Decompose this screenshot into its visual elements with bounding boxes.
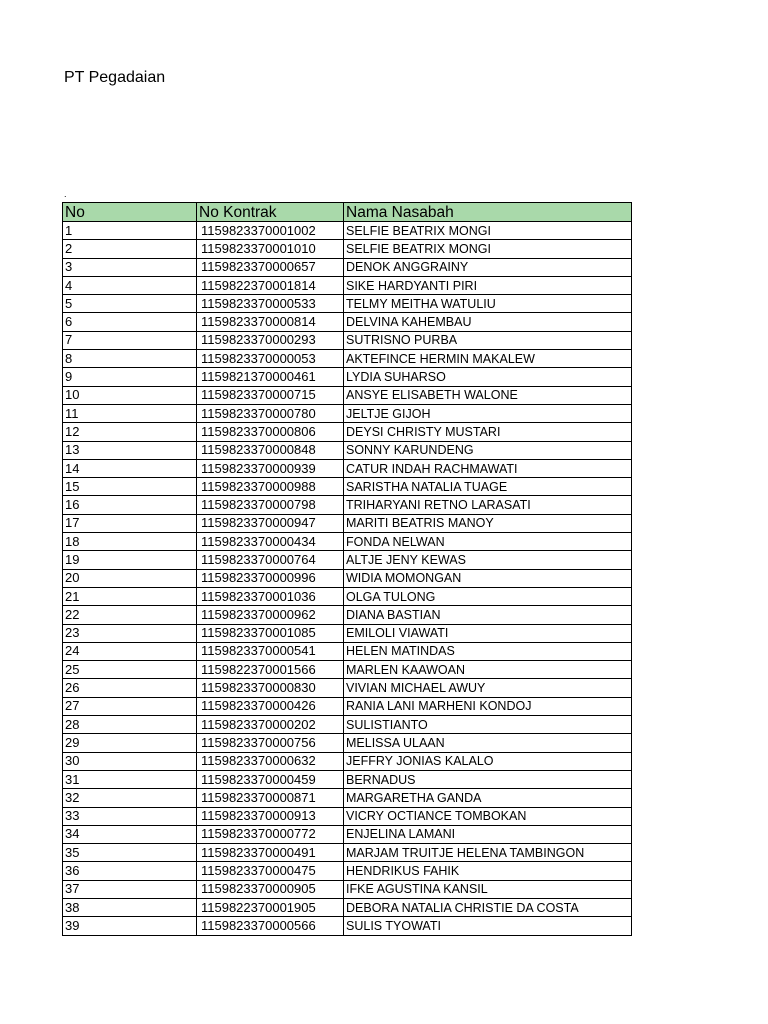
cell-nama-nasabah: JEFFRY JONIAS KALALO	[344, 752, 632, 770]
cell-no-kontrak: 1159823370000772	[197, 825, 344, 843]
cell-no: 18	[63, 533, 197, 551]
company-title: PT Pegadaian	[64, 69, 166, 86]
cell-no-kontrak: 1159823370000947	[197, 514, 344, 532]
table-row	[63, 386, 632, 404]
cell-no-kontrak: 1159823370000871	[197, 789, 344, 807]
table-row	[63, 862, 632, 880]
cell-nama-nasabah: LYDIA SUHARSO	[344, 368, 632, 386]
cell-nama-nasabah: DEYSI CHRISTY MUSTARI	[344, 423, 632, 441]
table-body	[63, 222, 632, 936]
cell-no: 5	[63, 295, 197, 313]
table-row	[63, 514, 632, 532]
cell-nama-nasabah: JELTJE GIJOH	[344, 404, 632, 422]
cell-nama-nasabah: MARJAM TRUITJE HELENA TAMBINGON	[344, 844, 632, 862]
table-row	[63, 459, 632, 477]
cell-nama-nasabah: DEBORA NATALIA CHRISTIE DA COSTA	[344, 898, 632, 916]
cell-no-kontrak: 1159823370000715	[197, 386, 344, 404]
cell-no: 28	[63, 716, 197, 734]
cell-no: 33	[63, 807, 197, 825]
cell-no-kontrak: 1159823370000053	[197, 350, 344, 368]
column-header-no-kontrak: No Kontrak	[197, 203, 344, 222]
cell-no-kontrak: 1159823370000202	[197, 716, 344, 734]
table-row	[63, 844, 632, 862]
cell-no-kontrak: 1159822370001905	[197, 898, 344, 916]
table-row	[63, 350, 632, 368]
table-row	[63, 551, 632, 569]
cell-no-kontrak: 1159823370000566	[197, 917, 344, 935]
cell-nama-nasabah: MARLEN KAAWOAN	[344, 661, 632, 679]
cell-nama-nasabah: HENDRIKUS FAHIK	[344, 862, 632, 880]
cell-nama-nasabah: SONNY KARUNDENG	[344, 441, 632, 459]
cell-no: 32	[63, 789, 197, 807]
column-header-no: No	[63, 203, 197, 222]
table-row	[63, 533, 632, 551]
cell-no: 24	[63, 642, 197, 660]
cell-no-kontrak: 1159823370000426	[197, 697, 344, 715]
cell-no-kontrak: 1159823370000962	[197, 606, 344, 624]
table-row	[63, 404, 632, 422]
cell-no-kontrak: 1159823370000632	[197, 752, 344, 770]
table-row	[63, 917, 632, 935]
cell-no: 25	[63, 661, 197, 679]
cell-nama-nasabah: VICRY OCTIANCE TOMBOKAN	[344, 807, 632, 825]
cell-no: 31	[63, 770, 197, 788]
cell-no-kontrak: 1159823370000913	[197, 807, 344, 825]
cell-no: 10	[63, 386, 197, 404]
cell-no-kontrak: 1159823370000756	[197, 734, 344, 752]
cell-no-kontrak: 1159823370000657	[197, 258, 344, 276]
table-row	[63, 276, 632, 294]
cell-no: 2	[63, 240, 197, 258]
cell-no-kontrak: 1159822370001814	[197, 276, 344, 294]
cell-nama-nasabah: ALTJE JENY KEWAS	[344, 551, 632, 569]
table-header	[63, 203, 632, 222]
cell-no-kontrak: 1159823370000798	[197, 496, 344, 514]
cell-no-kontrak: 1159823370000541	[197, 642, 344, 660]
cell-no: 16	[63, 496, 197, 514]
table-row	[63, 789, 632, 807]
cell-no: 22	[63, 606, 197, 624]
table-row	[63, 752, 632, 770]
cell-no: 4	[63, 276, 197, 294]
cell-nama-nasabah: CATUR INDAH RACHMAWATI	[344, 459, 632, 477]
cell-no: 19	[63, 551, 197, 569]
cell-no: 15	[63, 478, 197, 496]
cell-no-kontrak: 1159823370000848	[197, 441, 344, 459]
cell-nama-nasabah: SARISTHA NATALIA TUAGE	[344, 478, 632, 496]
cell-no-kontrak: 1159823370000939	[197, 459, 344, 477]
cell-no-kontrak: 1159823370001085	[197, 624, 344, 642]
cell-nama-nasabah: IFKE AGUSTINA KANSIL	[344, 880, 632, 898]
cell-no-kontrak: 1159823370000459	[197, 770, 344, 788]
cell-nama-nasabah: DELVINA KAHEMBAU	[344, 313, 632, 331]
cell-no-kontrak: 1159823370000475	[197, 862, 344, 880]
cell-nama-nasabah: DIANA BASTIAN	[344, 606, 632, 624]
cell-nama-nasabah: TRIHARYANI RETNO LARASATI	[344, 496, 632, 514]
table-row	[63, 478, 632, 496]
table-row	[63, 697, 632, 715]
cell-no-kontrak: 1159821370000461	[197, 368, 344, 386]
cell-nama-nasabah: MARGARETHA GANDA	[344, 789, 632, 807]
cell-no: 36	[63, 862, 197, 880]
cell-no: 6	[63, 313, 197, 331]
cell-no-kontrak: 1159823370000780	[197, 404, 344, 422]
cell-no-kontrak: 1159823370000806	[197, 423, 344, 441]
table-row	[63, 679, 632, 697]
table-row	[63, 716, 632, 734]
table-row	[63, 587, 632, 605]
cell-no: 21	[63, 587, 197, 605]
cell-no-kontrak: 1159823370000434	[197, 533, 344, 551]
cell-no-kontrak: 1159823370000905	[197, 880, 344, 898]
cell-no-kontrak: 1159822370001566	[197, 661, 344, 679]
table-row	[63, 898, 632, 916]
cell-no-kontrak: 1159823370000988	[197, 478, 344, 496]
table-row	[63, 624, 632, 642]
table-row	[63, 642, 632, 660]
cell-no-kontrak: 1159823370000996	[197, 569, 344, 587]
table-row	[63, 313, 632, 331]
cell-no: 30	[63, 752, 197, 770]
cell-no: 38	[63, 898, 197, 916]
cell-nama-nasabah: RANIA LANI MARHENI KONDOJ	[344, 697, 632, 715]
cell-no-kontrak: 1159823370001002	[197, 222, 344, 240]
table-row	[63, 807, 632, 825]
cell-nama-nasabah: MELISSA ULAAN	[344, 734, 632, 752]
table-row	[63, 222, 632, 240]
table-row	[63, 606, 632, 624]
cell-nama-nasabah: SELFIE BEATRIX MONGI	[344, 222, 632, 240]
cell-no-kontrak: 1159823370000830	[197, 679, 344, 697]
cell-nama-nasabah: TELMY MEITHA WATULIU	[344, 295, 632, 313]
table-row	[63, 441, 632, 459]
cell-nama-nasabah: DENOK ANGGRAINY	[344, 258, 632, 276]
table-row	[63, 496, 632, 514]
cell-nama-nasabah: WIDIA MOMONGAN	[344, 569, 632, 587]
cell-no-kontrak: 1159823370000491	[197, 844, 344, 862]
table-row	[63, 661, 632, 679]
cell-no: 8	[63, 350, 197, 368]
cell-no: 11	[63, 404, 197, 422]
cell-no: 26	[63, 679, 197, 697]
cell-no-kontrak: 1159823370000764	[197, 551, 344, 569]
cell-nama-nasabah: MARITI BEATRIS MANOY	[344, 514, 632, 532]
cell-no: 13	[63, 441, 197, 459]
cell-no: 14	[63, 459, 197, 477]
cell-no: 20	[63, 569, 197, 587]
cell-nama-nasabah: SULIS TYOWATI	[344, 917, 632, 935]
cell-no: 39	[63, 917, 197, 935]
cell-no-kontrak: 1159823370001010	[197, 240, 344, 258]
cell-no: 17	[63, 514, 197, 532]
cell-no: 9	[63, 368, 197, 386]
table-row	[63, 258, 632, 276]
cell-no: 35	[63, 844, 197, 862]
table-row	[63, 295, 632, 313]
table-row	[63, 880, 632, 898]
cell-nama-nasabah: SUTRISNO PURBA	[344, 331, 632, 349]
cell-no: 1	[63, 222, 197, 240]
cell-no: 23	[63, 624, 197, 642]
customer-table	[62, 202, 632, 936]
cell-no-kontrak: 1159823370000293	[197, 331, 344, 349]
cell-no: 7	[63, 331, 197, 349]
table-row	[63, 368, 632, 386]
table-row	[63, 569, 632, 587]
cell-nama-nasabah: VIVIAN MICHAEL AWUY	[344, 679, 632, 697]
cell-nama-nasabah: ENJELINA LAMANI	[344, 825, 632, 843]
cell-nama-nasabah: EMILOLI VIAWATI	[344, 624, 632, 642]
marker-dot: .	[64, 189, 67, 199]
table-row	[63, 770, 632, 788]
cell-no: 37	[63, 880, 197, 898]
cell-nama-nasabah: OLGA TULONG	[344, 587, 632, 605]
cell-nama-nasabah: SELFIE BEATRIX MONGI	[344, 240, 632, 258]
table-row	[63, 423, 632, 441]
cell-no-kontrak: 1159823370000533	[197, 295, 344, 313]
cell-no: 34	[63, 825, 197, 843]
cell-no: 27	[63, 697, 197, 715]
cell-nama-nasabah: AKTEFINCE HERMIN MAKALEW	[344, 350, 632, 368]
table-row	[63, 331, 632, 349]
cell-nama-nasabah: BERNADUS	[344, 770, 632, 788]
column-header-nama-nasabah: Nama Nasabah	[344, 203, 632, 222]
table-row	[63, 825, 632, 843]
cell-no: 29	[63, 734, 197, 752]
cell-nama-nasabah: SIKE HARDYANTI PIRI	[344, 276, 632, 294]
cell-nama-nasabah: FONDA NELWAN	[344, 533, 632, 551]
cell-nama-nasabah: ANSYE ELISABETH WALONE	[344, 386, 632, 404]
cell-no: 12	[63, 423, 197, 441]
header-row	[63, 203, 632, 222]
cell-nama-nasabah: SULISTIANTO	[344, 716, 632, 734]
cell-nama-nasabah: HELEN MATINDAS	[344, 642, 632, 660]
table-row	[63, 734, 632, 752]
cell-no-kontrak: 1159823370000814	[197, 313, 344, 331]
cell-no-kontrak: 1159823370001036	[197, 587, 344, 605]
cell-no: 3	[63, 258, 197, 276]
table-row	[63, 240, 632, 258]
